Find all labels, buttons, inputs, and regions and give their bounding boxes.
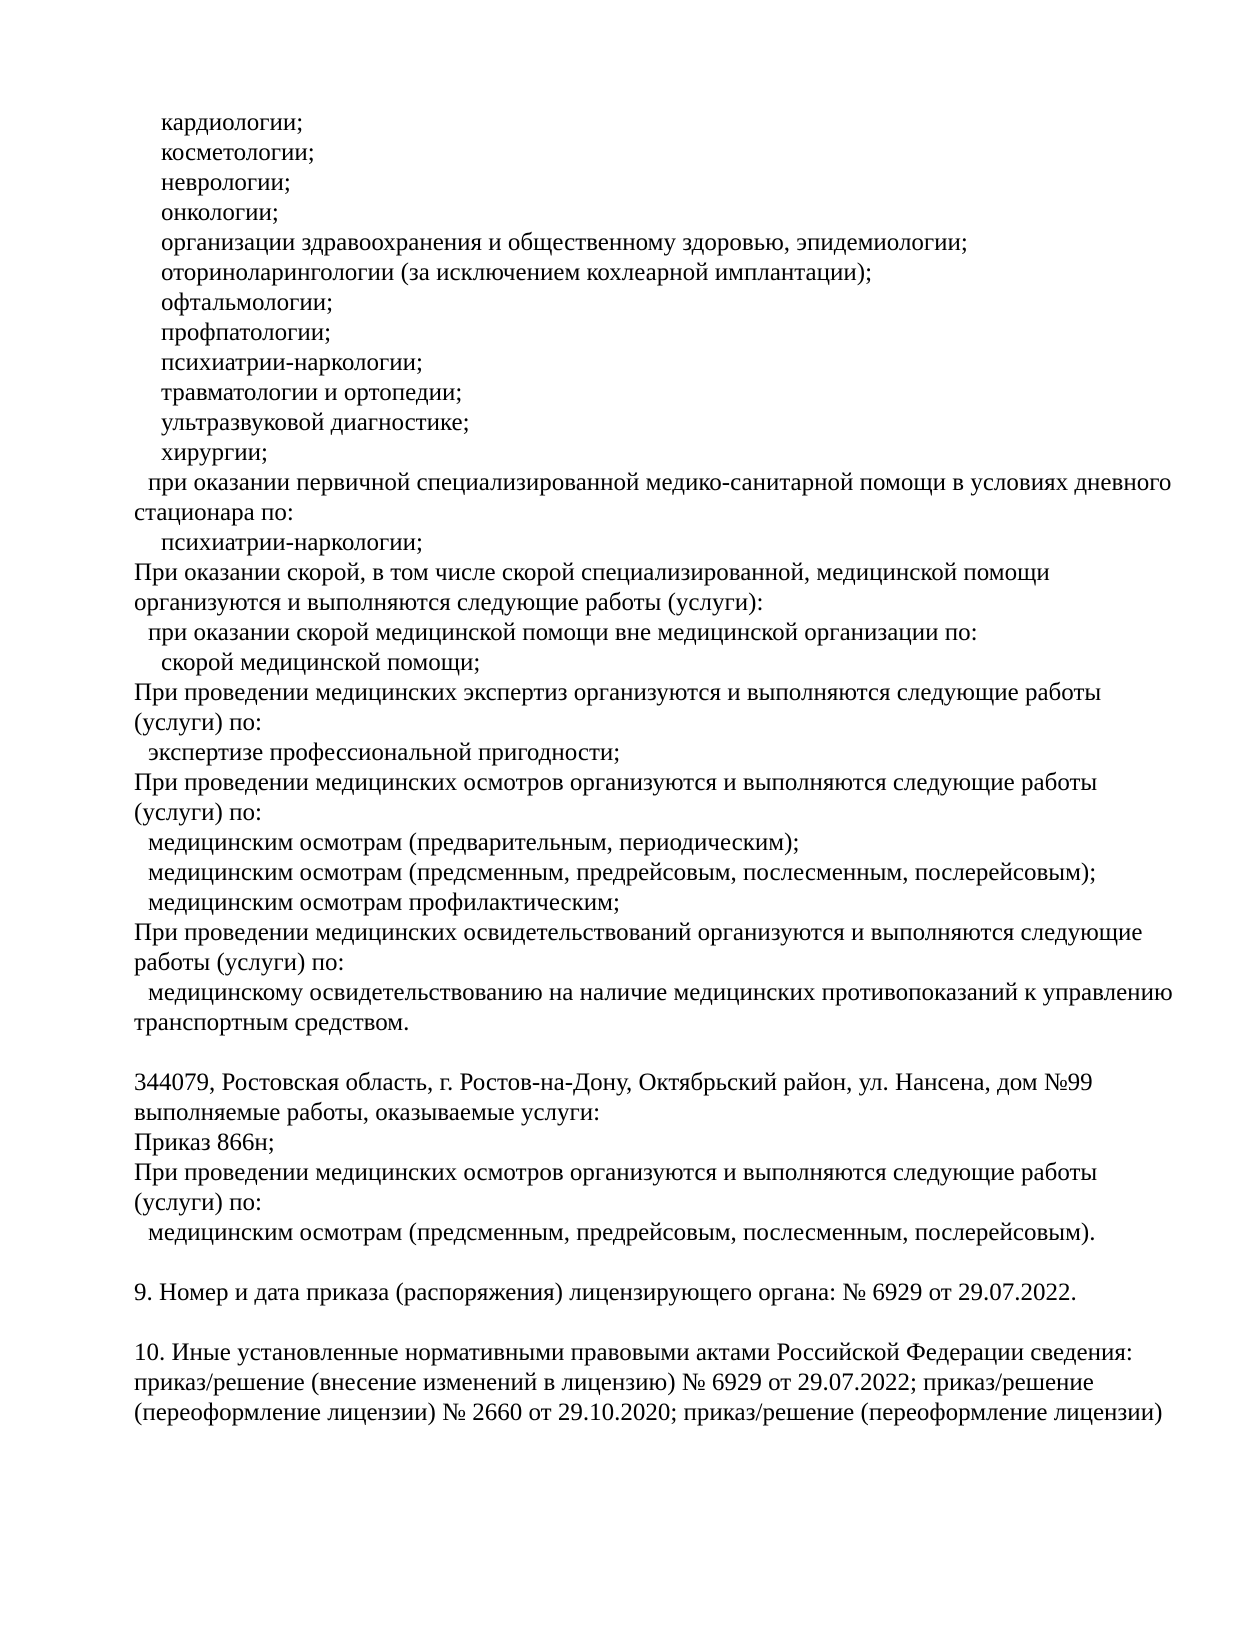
text-line: медицинским осмотрам (предварительным, периодическим); [148,829,800,856]
text-line: медицинскому освидетельствованию на наличие медицинских противопоказаний к управлению [148,979,1173,1006]
blank-line [134,1308,1124,1338]
text-line: психиатрии-наркологии; [161,349,423,376]
text-line: 10. Иные установленные нормативными правовыми актами Российской Федерации сведения: [134,1339,1133,1366]
text-line: онкологии; [161,199,279,226]
text-line: работы (услуги) по: [134,949,345,976]
document-lines [134,108,1173,1428]
text-line: приказ/решение (внесение изменений в лицензию) № 6929 от 29.07.2022; приказ/решение [134,1369,1094,1396]
text-line: кардиологии; [161,109,304,136]
text-line: (услуги) по: [134,1189,262,1216]
text-line: хирургии; [161,439,269,466]
text-line: ультразвуковой диагностике; [161,409,470,436]
text-line: (переоформление лицензии) № 2660 от 29.10.2020; приказ/решение (переоформление лицензии) [134,1399,1163,1426]
text-line: При проведении медицинских осмотров организуются и выполняются следующие работы [134,769,1098,796]
text-line: косметологии; [161,139,315,166]
text-line: организуются и выполняются следующие работы (услуги): [134,589,764,616]
text-line: неврологии; [161,169,291,196]
text-line: стационара по: [134,499,294,526]
text-line: 9. Номер и дата приказа (распоряжения) лицензирующего органа: № 6929 от 29.07.2022. [134,1279,1077,1306]
text-line: При проведении медицинских осмотров организуются и выполняются следующие работы [134,1159,1098,1186]
text-line: медицинским осмотрам профилактическим; [148,889,620,916]
text-line: При оказании скорой, в том числе скорой специализированной, медицинской помощи [134,559,1050,586]
text-line: При проведении медицинских освидетельствований организуются и выполняются следующие [134,919,1143,946]
text-line: офтальмологии; [161,289,334,316]
text-line: травматологии и ортопедии; [161,379,463,406]
text-line: профпатологии; [161,319,332,346]
text-line: скорой медицинской помощи; [161,649,481,676]
text-line: медицинским осмотрам (предсменным, предрейсовым, послесменным, послерейсовым); [148,859,1097,886]
text-line: транспортным средством. [134,1009,410,1036]
text-line: При проведении медицинских экспертиз организуются и выполняются следующие работы [134,679,1102,706]
text-line: оториноларингологии (за исключением кохлеарной имплантации); [161,259,873,286]
text-line: Приказ 866н; [134,1129,275,1156]
text-line: медицинским осмотрам (предсменным, предрейсовым, послесменным, послерейсовым). [148,1219,1096,1246]
text-line: (услуги) по: [134,709,262,736]
text-line: организации здравоохранения и общественному здоровью, эпидемиологии; [161,229,968,256]
text-line: (услуги) по: [134,799,262,826]
text-line: экспертизе профессиональной пригодности; [148,739,621,766]
text-line: 344079, Ростовская область, г. Ростов-на-Дону, Октябрьский район, ул. Нансена, дом №99 [134,1069,1093,1096]
text-line: выполняемые работы, оказываемые услуги: [134,1099,601,1126]
text-line: при оказании скорой медицинской помощи вне медицинской организации по: [148,619,978,646]
blank-line [134,1248,1124,1278]
blank-line [134,1038,1124,1068]
text-line: при оказании первичной специализированной медико-санитарной помощи в условиях дневного [148,469,1172,496]
text-line: психиатрии-наркологии; [161,529,423,556]
